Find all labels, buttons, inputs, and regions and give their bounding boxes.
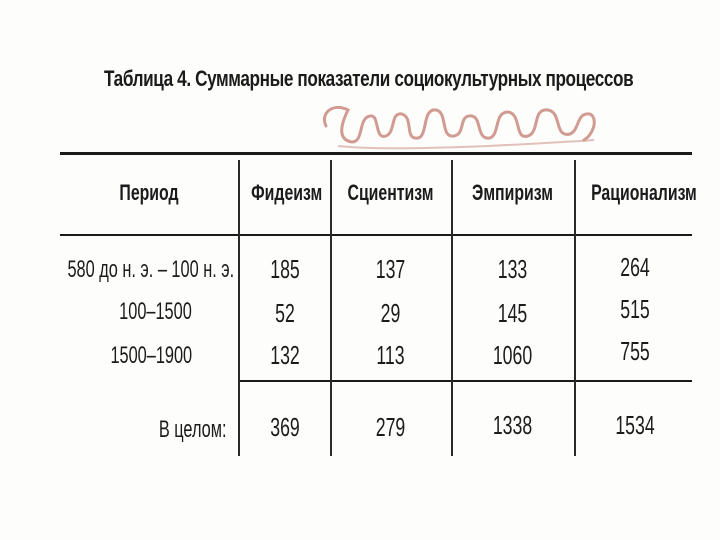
header-scientism: Сциентизм <box>347 180 434 205</box>
table-cell: 515 <box>620 294 650 324</box>
table-cell: 264 <box>620 252 650 282</box>
total-label: В целом: <box>158 416 226 443</box>
column-divider <box>330 160 332 456</box>
header-bottom-rule <box>60 234 692 236</box>
column-divider <box>451 160 453 456</box>
table-cell: 52 <box>275 298 295 328</box>
table-cell: 113 <box>376 340 405 370</box>
table-cell: 185 <box>270 254 300 284</box>
table-cell: 137 <box>375 254 406 284</box>
table-top-rule <box>60 152 692 155</box>
total-cell: 369 <box>270 412 300 442</box>
column-divider <box>574 160 576 456</box>
period-label: 1500–1900 <box>110 342 192 369</box>
table-cell: 145 <box>497 298 528 328</box>
header-empiricism: Эмпиризм <box>472 180 553 205</box>
total-cell: 1534 <box>615 410 655 440</box>
period-label: 100–1500 <box>119 298 192 325</box>
header-rationalism: Рационализм <box>591 180 697 205</box>
total-cell: 279 <box>375 412 406 442</box>
total-cell: 1338 <box>492 410 533 440</box>
table-cell: 1060 <box>492 340 533 370</box>
table-cell: 29 <box>380 298 401 328</box>
header-fideism: Фидеизм <box>251 180 323 205</box>
period-label: 580 до н. э. – 100 н. э. <box>67 256 234 283</box>
table-cell: 132 <box>270 340 300 370</box>
table-title: Таблица 4. Суммарные показатели социокультурных процессов <box>104 66 634 91</box>
column-divider <box>238 160 240 456</box>
header-period: Период <box>119 180 179 205</box>
total-separator-rule <box>240 380 692 382</box>
handwritten-annotation <box>318 96 603 156</box>
table-cell: 133 <box>497 254 528 284</box>
table-cell: 755 <box>620 336 650 366</box>
